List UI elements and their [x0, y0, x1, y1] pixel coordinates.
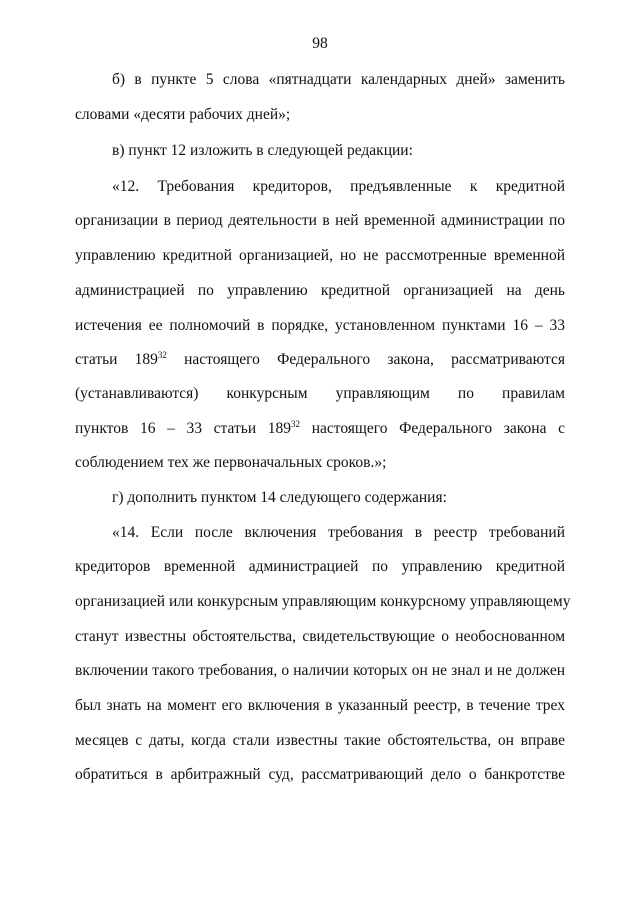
text-line: месяцев с даты, когда стали известны такие обстоятельства, он вправе	[75, 732, 565, 749]
text-line: истечения ее полномочий в порядке, установленном пунктами 16 – 33	[75, 317, 565, 334]
text-fragment: настоящего Федерального закона, рассматриваются	[166, 351, 565, 368]
text-line: станут известны обстоятельства, свидетельствующие о необоснованном	[75, 628, 565, 645]
text-line: организации в период деятельности в ней временной администрации по	[75, 212, 565, 229]
text-line: г) дополнить пунктом 14 следующего содержания:	[112, 489, 447, 506]
text-line: соблюдением тех же первоначальных сроков.»;	[75, 454, 387, 471]
text-line: словами «десяти рабочих дней»;	[75, 106, 291, 123]
text-line: управлению кредитной организацией, но не рассмотренные временной	[75, 247, 565, 264]
text-line: «12. Требования кредиторов, предъявленные к кредитной	[112, 178, 565, 195]
superscript: 32	[291, 419, 301, 429]
text-line: был знать на момент его включения в указанный реестр, в течение трех	[75, 697, 565, 714]
text-fragment: пунктов 16 – 33 статьи 189	[75, 420, 292, 437]
text-line: б) в пункте 5 слова «пятнадцати календарных дней» заменить	[112, 71, 565, 88]
text-line	[75, 350, 565, 370]
text-line: кредиторов временной администрацией по управлению кредитной	[75, 558, 565, 575]
text-line: администрацией по управлению кредитной организацией на день	[75, 282, 565, 299]
text-line: в) пункт 12 изложить в следующей редакции:	[112, 142, 413, 159]
text-line: организацией или конкурсным управляющим конкурсному управляющему	[75, 593, 571, 610]
text-line	[75, 419, 565, 439]
text-line: «14. Если после включения требования в реестр требований	[112, 524, 565, 541]
superscript: 32	[157, 350, 167, 360]
text-line: (устанавливаются) конкурсным управляющим по правилам	[75, 385, 565, 402]
text-line: включении такого требования, о наличии которых он не знал и не должен	[75, 662, 565, 679]
text-line: обратиться в арбитражный суд, рассматривающий дело о банкротстве	[75, 766, 565, 783]
text-fragment: статьи 189	[75, 351, 158, 368]
page-number: 98	[312, 35, 328, 52]
text-fragment: настоящего Федерального закона с	[300, 420, 565, 437]
